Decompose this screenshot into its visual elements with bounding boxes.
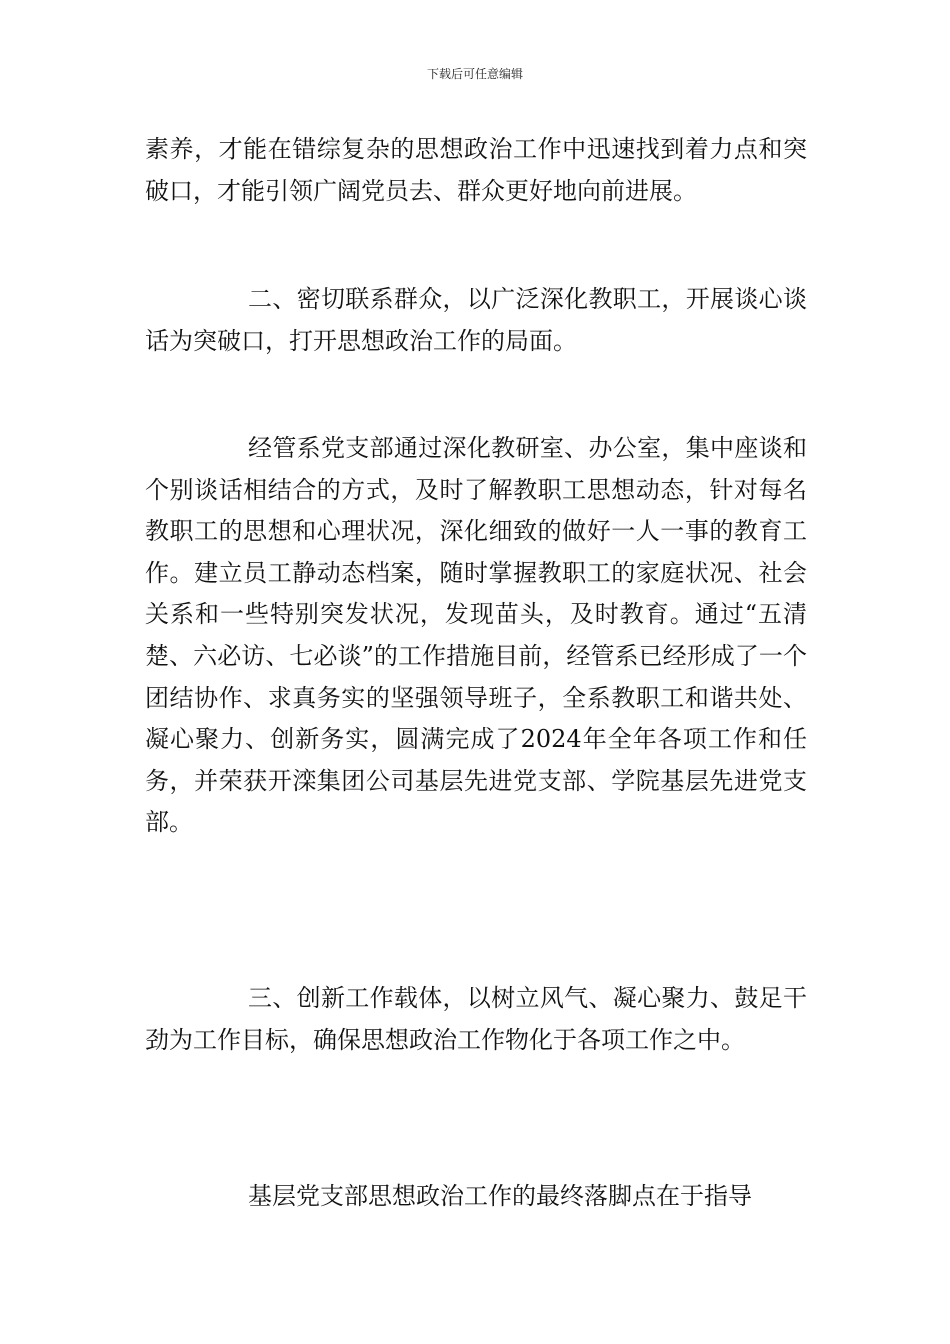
page-header: 下载后可任意编辑 bbox=[426, 67, 523, 81]
paragraph-continued: 素养，才能在错综复杂的思想政治工作中迅速找到着力点和突破口，才能引领广阔党员去、群众更好地向前进展。 bbox=[145, 135, 807, 205]
paragraph-final: 基层党支部思想政治工作的最终落脚点在于指导 bbox=[248, 1182, 752, 1210]
paragraph-body: 经管系党支部通过深化教研室、办公室，集中座谈和个别谈话相结合的方式，及时了解教职工思想动态，针对每名教职工的思想和心理状况，深化细致的做好一人一事的教育工作。建立员工静动态档案，随时掌握教职工的家庭状况、社会关系和一些特别突发状况，发现苗头，及时教育。通过“五清楚、六必访、七必谈”的工作措施目前，经管系已经形成了一个团结协作、求真务实的坚强领导班子，全系教职工和谐共处、凝心聚力、创新务实，圆满完成了2024年全年各项工作和任务，并荣获开滦集团公司基层先进党支部、学院基层先进党支部。 bbox=[145, 434, 807, 837]
section-heading-3: 三、创新工作载体，以树立风气、凝心聚力、鼓足干劲为工作目标，确保思想政治工作物化于各项工作之中。 bbox=[145, 984, 807, 1054]
section-heading-2: 二、密切联系群众，以广泛深化教职工，开展谈心谈话为突破口，打开思想政治工作的局面。 bbox=[145, 285, 807, 355]
